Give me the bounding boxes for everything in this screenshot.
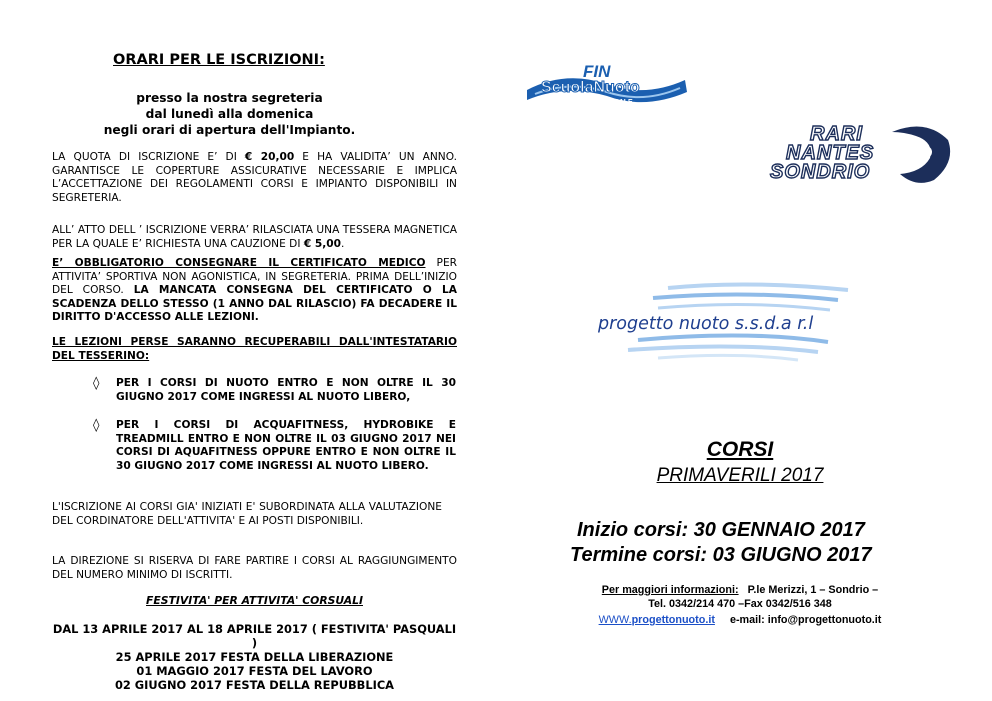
scuolanuoto-text: ScuolaNuoto xyxy=(541,79,640,96)
bullet-icon: ◊ xyxy=(93,376,100,391)
info-phone: Tel. 0342/214 470 –Fax 0342/516 348 xyxy=(648,597,832,610)
nantes-text: NANTES xyxy=(786,142,875,164)
intro-line: presso la nostra segreteria xyxy=(136,91,323,105)
bullet-item: PER I CORSI DI NUOTO ENTRO E NON OLTRE IL 30 GIUGNO 2017 COME INGRESSI AL NUOTO LIBERO, xyxy=(116,377,456,403)
tessera-paragraph xyxy=(52,224,457,251)
certificato-paragraph xyxy=(52,257,457,325)
festivita-item: DAL 13 APRILE 2017 AL 18 APRILE 2017 ( FESTIVITA' PASQUALI ) xyxy=(52,622,457,650)
info-label: Per maggiori informazioni: xyxy=(601,584,739,596)
direzione-paragraph: LA DIREZIONE SI RISERVA DI FARE PARTIRE I CORSI AL RAGGIUNGIMENTO DEL NUMERO MINIMO DI ISCRITTI. xyxy=(52,555,457,581)
quota-text: LA QUOTA DI ISCRIZIONE E’ DI xyxy=(52,151,245,163)
certificato-text: PER ATTIVITA’ SPORTIVA NON AGONISTICA, IN SEGRETERIA. PRIMA DELL’INIZIO DEL CORSO. xyxy=(52,257,458,297)
rari-text: RARI xyxy=(810,123,863,145)
primaverili-title: PRIMAVERILI 2017 xyxy=(656,465,824,486)
intro-line: negli orari di apertura dell'Impianto. xyxy=(103,123,356,137)
tessera-text: ALL’ ATTO DELL ’ ISCRIZIONE VERRA’ RILASCIATA UNA TESSERA MAGNETICA PER LA QUALE E’ RICHIESTA UNA CAUZIONE DI xyxy=(52,224,457,250)
corsi-title: CORSI xyxy=(706,438,774,461)
bullet-item: PER I CORSI DI ACQUAFITNESS, HYDROBIKE E TREADMILL ENTRO E NON OLTRE IL 03 GIUGNO 2017 NEI CORSI DI AQUAFITNESS OPPURE ENTRO E NON OLTRE IL 30 GIUGNO 2017 COME INGRESSI AL NUOTO LIBERO. xyxy=(116,419,456,472)
info-address: P.le Merizzi, 1 – Sondrio – xyxy=(747,584,879,596)
tessera-amount: € 5,00 xyxy=(303,237,342,250)
festivita-item: 01 MAGGIO 2017 FESTA DEL LAVORO xyxy=(136,664,373,678)
certificato-warning: LA MANCATA CONSEGNA DEL CERTIFICATO O LA SCADENZA DELLO STESSO (1 ANNO DAL RILASCIO) FA DECADERE IL DIRITTO D'ACCESSO ALLE LEZIONI. xyxy=(52,284,457,324)
lezioni-perse xyxy=(52,336,457,363)
email-text[interactable]: e-mail: info@progettonuoto.it xyxy=(729,614,882,626)
festivita-item: 25 APRILE 2017 FESTA DELLA LIBERAZIONE xyxy=(115,650,394,664)
iscrizione-paragraph: L'ISCRIZIONE AI CORSI GIA' INIZIATI E' SUBORDINATA ALLA VALUTAZIONE DEL CORDINATORE DELL'ATTIVITA' E AI POSTI DISPONIBILI. xyxy=(52,501,442,527)
termine-corsi: Termine corsi: 03 GIUGNO 2017 xyxy=(570,544,872,566)
federale-text: FEDERALE xyxy=(595,99,633,106)
lezioni-perse-text: LE LEZIONI PERSE SARANNO RECUPERABILI DALL'INTESTATARIO DEL TESSERINO: xyxy=(52,336,457,362)
certificato-required: E’ OBBLIGATORIO CONSEGNARE IL CERTIFICATO MEDICO xyxy=(52,257,426,269)
festivita-item: 02 GIUGNO 2017 FESTA DELLA REPUBBLICA xyxy=(114,678,394,692)
quota-amount: € 20,00 xyxy=(244,151,295,163)
intro-block xyxy=(52,90,407,138)
progetto-text: progetto nuoto s.s.d.a r.l xyxy=(598,314,814,334)
quota-paragraph xyxy=(52,151,457,205)
info-line-1 xyxy=(590,584,890,598)
bullet-icon: ◊ xyxy=(93,418,100,433)
sondrio-text: SONDRIO xyxy=(770,161,871,183)
festivita-title: FESTIVITA' PER ATTIVITA' CORSUALI xyxy=(146,594,363,607)
fin-text: FIN xyxy=(583,62,611,81)
tessera-end: . xyxy=(341,237,345,250)
info-line-3 xyxy=(590,614,890,628)
progetto-nuoto-logo xyxy=(598,282,866,362)
swimmer-icon xyxy=(886,122,954,186)
date-block xyxy=(570,518,905,568)
info-block xyxy=(590,584,890,628)
website-link[interactable]: progettonuoto.it xyxy=(631,614,715,626)
inizio-corsi: Inizio corsi: 30 GENNAIO 2017 xyxy=(577,519,865,541)
quota-text-rest: E HA VALIDITA’ UN ANNO. GARANTISCE LE COPERTURE ASSICURATIVE NECESSARIE E IMPLICA L’ACCETTAZIONE DEI REGOLAMENTI CORSI E IMPIANTO DISPONIBILI IN SEGRETERIA. xyxy=(52,151,457,204)
intro-line: dal lunedì alla domenica xyxy=(145,107,314,121)
fin-scuolanuoto-logo xyxy=(525,62,690,112)
section-title: ORARI PER LE ISCRIZIONI: xyxy=(113,52,325,68)
festivita-list xyxy=(52,622,457,692)
rari-nantes-logo xyxy=(768,122,954,186)
www-label: WWW. xyxy=(598,614,632,626)
